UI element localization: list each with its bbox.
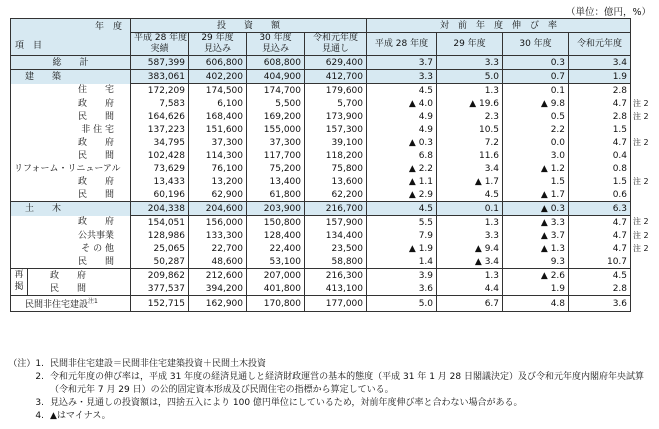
- saikei-label: 再 掲: [11, 269, 28, 295]
- investment-value: 133,300: [189, 229, 247, 242]
- table-row: [11, 255, 631, 269]
- growth-value: ▲ 0.3: [503, 202, 569, 216]
- row-label: 民 間: [11, 149, 131, 162]
- growth-value: 2.3: [437, 110, 503, 123]
- growth-value: 10.5: [437, 123, 503, 136]
- footnote-number: 3.: [35, 398, 44, 408]
- table-row: [11, 84, 631, 98]
- growth-value: 4.7: [569, 97, 631, 110]
- header-inv-col: 30 年度 見込み: [247, 33, 305, 56]
- investment-value: 587,399: [131, 56, 189, 70]
- investment-value: 118,200: [305, 149, 367, 162]
- investment-value: 114,300: [189, 149, 247, 162]
- investment-value: 13,200: [189, 175, 247, 188]
- growth-value: 3.4: [437, 162, 503, 175]
- saikei-row-label: 民 間: [49, 283, 86, 294]
- investment-value: 34,795: [131, 136, 189, 149]
- growth-value: ▲ 9.4: [437, 242, 503, 255]
- growth-value: 2.8: [569, 282, 631, 296]
- table-row: [11, 202, 631, 216]
- growth-value: 1.5: [569, 175, 631, 188]
- investment-value: 73,629: [131, 162, 189, 175]
- investment-value: 37,300: [189, 136, 247, 149]
- row-label: 総 計: [11, 56, 131, 70]
- growth-value: ▲ 1.2: [503, 162, 569, 175]
- table-row: [11, 229, 631, 242]
- investment-value: 53,100: [247, 255, 305, 269]
- investment-value: 76,100: [189, 162, 247, 175]
- investment-table: [10, 18, 631, 312]
- investment-value: 23,500: [305, 242, 367, 255]
- footnote-text: 民間非住宅建設＝民間非住宅建築投資＋民間土木投資: [50, 359, 267, 369]
- investment-value: 172,209: [131, 84, 189, 98]
- row-label: 公共事業: [11, 229, 131, 242]
- row-label: 政 府: [11, 216, 131, 230]
- header-inv-col: 29 年度 見込み: [189, 33, 247, 56]
- row-label: [11, 296, 131, 312]
- growth-value: ▲ 1.7: [437, 175, 503, 188]
- growth-value: 10.7: [569, 255, 631, 269]
- growth-value: 3.7: [367, 56, 437, 70]
- growth-value: ▲ 2.9: [367, 188, 437, 202]
- investment-value: 7,583: [131, 97, 189, 110]
- row-label: 政 府: [11, 136, 131, 149]
- investment-value: 212,600: [189, 269, 247, 283]
- growth-value: 3.6: [569, 296, 631, 312]
- side-note: 注 2: [633, 217, 649, 226]
- investment-value: 5,700: [305, 97, 367, 110]
- growth-value: 4.7: [569, 136, 631, 149]
- header-year-label: 年 度: [94, 22, 122, 32]
- table-row: [11, 269, 631, 283]
- growth-value: 5.5: [367, 216, 437, 230]
- growth-value: 4.8: [503, 296, 569, 312]
- investment-value: 404,900: [247, 70, 305, 84]
- investment-value: 150,800: [247, 216, 305, 230]
- growth-value: 9.3: [503, 255, 569, 269]
- row-label: 民 間: [11, 110, 131, 123]
- growth-value: ▲ 3.7: [503, 229, 569, 242]
- growth-value: 4.7: [569, 216, 631, 230]
- investment-value: 155,000: [247, 123, 305, 136]
- investment-value: 22,400: [247, 242, 305, 255]
- header-growth: 対 前 年 度 伸 び 率: [367, 19, 631, 33]
- growth-value: ▲ 0.3: [367, 136, 437, 149]
- growth-value: ▲ 19.6: [437, 97, 503, 110]
- row-label: 政 府: [11, 175, 131, 188]
- growth-value: 2.8: [569, 84, 631, 98]
- side-note: 注 2: [633, 138, 649, 147]
- growth-value: ▲ 1.3: [503, 242, 569, 255]
- footnote-text: ▲はマイナス。: [50, 411, 111, 421]
- investment-value: 383,061: [131, 70, 189, 84]
- header-item-label: 項 目: [15, 41, 43, 51]
- growth-value: ▲ 3.4: [437, 255, 503, 269]
- investment-value: 61,800: [247, 188, 305, 202]
- footnote-text: 令和元年度の伸び率は，平成 31 年度の経済見通しと経済財政運営の基本的態度（平成 31 年 1 月 28 日閣議決定）及び令和元年度内閣府年央試算（令和元年 7 月 29 日）の公的固定資本形成及び民間住宅の指標から算定している。: [50, 372, 644, 395]
- side-note: 注 2: [633, 112, 649, 121]
- investment-value: 60,196: [131, 188, 189, 202]
- growth-value: ▲ 2.6: [503, 269, 569, 283]
- investment-value: 157,300: [305, 123, 367, 136]
- header-inv-col: 令和元年度 見通し: [305, 33, 367, 56]
- growth-value: 6.7: [437, 296, 503, 312]
- footnote: [4, 397, 654, 410]
- row-label: 建 築: [11, 70, 131, 84]
- row-label: 民 間: [11, 188, 131, 202]
- investment-value: 608,800: [247, 56, 305, 70]
- growth-value: ▲ 1.7: [503, 188, 569, 202]
- investment-value: 37,300: [247, 136, 305, 149]
- growth-value: 4.9: [367, 123, 437, 136]
- investment-value: 62,200: [305, 188, 367, 202]
- side-note: 注 2: [633, 99, 649, 108]
- growth-value: 11.6: [437, 149, 503, 162]
- investment-value: 157,900: [305, 216, 367, 230]
- header-corner: [11, 19, 131, 56]
- investment-value: 174,700: [247, 84, 305, 98]
- growth-value: 0.0: [503, 136, 569, 149]
- row-label: 土 木: [11, 202, 131, 216]
- growth-value: 1.3: [437, 269, 503, 283]
- growth-value: 2.2: [503, 123, 569, 136]
- investment-value: 207,000: [247, 269, 305, 283]
- growth-value: 1.5: [503, 175, 569, 188]
- growth-value: ▲ 3.3: [503, 216, 569, 230]
- investment-value: 75,800: [305, 162, 367, 175]
- investment-value: 62,900: [189, 188, 247, 202]
- row-label: 非 住 宅: [11, 123, 131, 136]
- growth-value: 0.1: [503, 84, 569, 98]
- investment-value: 162,900: [189, 296, 247, 312]
- side-note: 注 2: [633, 244, 649, 253]
- last-row-note: 注1: [88, 298, 98, 305]
- investment-value: 13,600: [305, 175, 367, 188]
- header-growth-col: 令和元年度: [569, 33, 631, 56]
- investment-value: 58,800: [305, 255, 367, 269]
- table-row: [11, 70, 631, 84]
- growth-value: 3.3: [437, 56, 503, 70]
- growth-value: 1.3: [437, 84, 503, 98]
- investment-value: 209,862: [131, 269, 189, 283]
- table-row: [11, 110, 631, 123]
- investment-value: 128,400: [247, 229, 305, 242]
- last-row-label: 民間非住宅建設: [25, 300, 89, 310]
- table-row: [11, 242, 631, 255]
- investment-value: 169,200: [247, 110, 305, 123]
- saikei-row-label: 政 府: [49, 270, 86, 281]
- growth-value: ▲ 4.0: [367, 97, 437, 110]
- footnote-number: 2.: [35, 372, 44, 382]
- footnote-number: 4.: [35, 411, 44, 421]
- investment-value: 179,600: [305, 84, 367, 98]
- growth-value: ▲ 2.2: [367, 162, 437, 175]
- table-row: [11, 296, 631, 312]
- investment-value: 174,500: [189, 84, 247, 98]
- growth-value: 5.0: [437, 70, 503, 84]
- investment-value: 39,100: [305, 136, 367, 149]
- header-growth-col: 30 年度: [503, 33, 569, 56]
- growth-value: 0.6: [569, 188, 631, 202]
- investment-value: 164,626: [131, 110, 189, 123]
- header-growth-col: 平成 28 年度: [367, 33, 437, 56]
- footnote: [4, 358, 654, 371]
- investment-value: 173,900: [305, 110, 367, 123]
- investment-value: 204,338: [131, 202, 189, 216]
- investment-value: 22,700: [189, 242, 247, 255]
- growth-value: 4.5: [569, 269, 631, 283]
- investment-value: 629,400: [305, 56, 367, 70]
- unit-label: （単位：億円，%）: [565, 7, 651, 18]
- investment-value: 75,200: [247, 162, 305, 175]
- table-row: [11, 149, 631, 162]
- row-label: 政 府: [11, 97, 131, 110]
- table-row: [11, 56, 631, 70]
- table-row: [11, 282, 631, 296]
- growth-value: 0.1: [437, 202, 503, 216]
- growth-value: 4.7: [569, 229, 631, 242]
- investment-value: 137,223: [131, 123, 189, 136]
- investment-value: 117,700: [247, 149, 305, 162]
- header-investment: 投 資 額: [131, 19, 367, 33]
- investment-value: 134,400: [305, 229, 367, 242]
- growth-value: 0.3: [503, 56, 569, 70]
- growth-value: 1.9: [569, 70, 631, 84]
- growth-value: 5.0: [367, 296, 437, 312]
- growth-value: 6.8: [367, 149, 437, 162]
- table-row: [11, 216, 631, 230]
- growth-value: ▲ 9.8: [503, 97, 569, 110]
- investment-value: 5,500: [247, 97, 305, 110]
- growth-value: ▲ 1.9: [367, 242, 437, 255]
- header-inv-col: 平成 28 年度 実績: [131, 33, 189, 56]
- growth-value: 1.3: [437, 216, 503, 230]
- investment-value: 168,400: [189, 110, 247, 123]
- investment-value: 50,287: [131, 255, 189, 269]
- investment-value: 216,700: [305, 202, 367, 216]
- investment-value: 170,800: [247, 296, 305, 312]
- investment-value: 48,600: [189, 255, 247, 269]
- investment-value: 128,986: [131, 229, 189, 242]
- investment-value: 606,800: [189, 56, 247, 70]
- side-note: 注 2: [633, 231, 649, 240]
- investment-value: 203,900: [247, 202, 305, 216]
- footnotes: [4, 358, 654, 423]
- investment-value: 204,600: [189, 202, 247, 216]
- row-label: そ の 他: [11, 242, 131, 255]
- growth-value: 4.5: [367, 84, 437, 98]
- footnote: [4, 371, 654, 397]
- growth-value: 7.2: [437, 136, 503, 149]
- growth-value: 0.4: [569, 149, 631, 162]
- growth-value: 0.8: [569, 162, 631, 175]
- growth-value: 3.4: [569, 56, 631, 70]
- growth-value: 4.4: [437, 282, 503, 296]
- growth-value: 3.9: [367, 269, 437, 283]
- growth-value: 3.0: [503, 149, 569, 162]
- investment-value: 13,400: [247, 175, 305, 188]
- investment-value: 6,100: [189, 97, 247, 110]
- growth-value: 3.3: [367, 70, 437, 84]
- table-row: [11, 97, 631, 110]
- table-row: [11, 123, 631, 136]
- growth-value: 0.5: [503, 110, 569, 123]
- growth-value: 4.9: [367, 110, 437, 123]
- growth-value: 3.6: [367, 282, 437, 296]
- growth-value: 6.3: [569, 202, 631, 216]
- table-row: [11, 188, 631, 202]
- growth-value: 4.5: [437, 188, 503, 202]
- growth-value: 7.9: [367, 229, 437, 242]
- table-row: [11, 136, 631, 149]
- investment-value: 151,600: [189, 123, 247, 136]
- table-row: [11, 162, 631, 175]
- investment-value: 177,000: [305, 296, 367, 312]
- growth-value: 1.5: [569, 123, 631, 136]
- investment-value: 102,428: [131, 149, 189, 162]
- growth-value: 2.8: [569, 110, 631, 123]
- growth-value: ▲ 1.1: [367, 175, 437, 188]
- growth-value: 3.3: [437, 229, 503, 242]
- header-growth-col: 29 年度: [437, 33, 503, 56]
- growth-value: 4.7: [569, 242, 631, 255]
- side-note: 注 2: [633, 177, 649, 186]
- footnote: [4, 410, 654, 423]
- investment-value: 156,000: [189, 216, 247, 230]
- row-label: 住 宅: [11, 84, 131, 98]
- row-label: 民 間: [11, 255, 131, 269]
- investment-value: 154,051: [131, 216, 189, 230]
- investment-value: 412,700: [305, 70, 367, 84]
- investment-value: 413,100: [305, 282, 367, 296]
- row-label: リフォーム・リニューアル: [11, 162, 131, 175]
- investment-value: 13,433: [131, 175, 189, 188]
- investment-value: 25,065: [131, 242, 189, 255]
- footnote-text: 見込み・見通しの投資額は，四捨五入により 100 億円単位にしているため，対前年度伸び率と合わない場合がある。: [50, 398, 523, 408]
- row-label: [11, 282, 131, 296]
- investment-value: 402,200: [189, 70, 247, 84]
- investment-value: 394,200: [189, 282, 247, 296]
- investment-value: 401,800: [247, 282, 305, 296]
- growth-value: 1.9: [503, 282, 569, 296]
- table-row: [11, 175, 631, 188]
- investment-value: 216,300: [305, 269, 367, 283]
- investment-value: 377,537: [131, 282, 189, 296]
- investment-value: 152,715: [131, 296, 189, 312]
- footnote-number: （注）1.: [8, 359, 44, 369]
- growth-value: 4.5: [367, 202, 437, 216]
- growth-value: 1.4: [367, 255, 437, 269]
- growth-value: 0.7: [503, 70, 569, 84]
